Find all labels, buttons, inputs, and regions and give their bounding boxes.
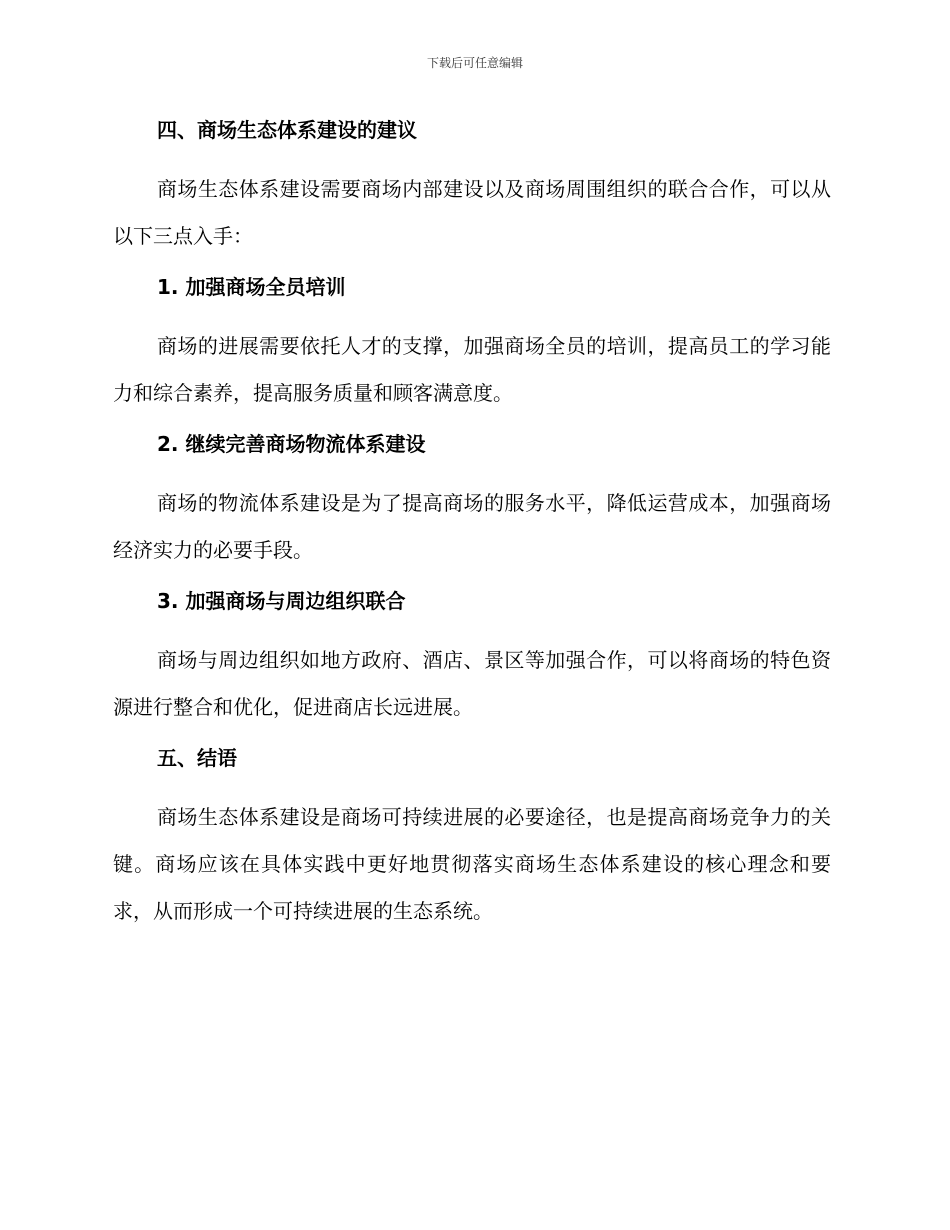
paragraph-logistics: 商场的物流体系建设是为了提高商场的服务水平，降低运营成本，加强商场经济实力的必要手段。	[113, 491, 831, 562]
section-heading-conclusion: 五、结语	[157, 746, 237, 770]
subheading-logistics: 2. 继续完善商场物流体系建设	[157, 432, 426, 456]
paragraph-conclusion: 商场生态体系建设是商场可持续进展的必要途径，也是提高商场竞争力的关键。商场应该在具体实践中更好地贯彻落实商场生态体系建设的核心理念和要求，从而形成一个可持续进展的生态系统。	[113, 805, 831, 923]
paragraph-suggestions-intro: 商场生态体系建设需要商场内部建设以及商场周围组织的联合合作，可以从以下三点入手：	[113, 177, 831, 248]
document-body	[113, 110, 831, 935]
subheading-cooperation: 3. 加强商场与周边组织联合	[157, 589, 406, 613]
subheading-staff-training: 1. 加强商场全员培训	[157, 275, 346, 299]
paragraph-cooperation: 商场与周边组织如地方政府、酒店、景区等加强合作，可以将商场的特色资源进行整合和优化，促进商店长远进展。	[113, 648, 831, 719]
page-header-note: 下载后可任意编辑	[426, 56, 523, 70]
section-heading-suggestions: 四、商场生态体系建设的建议	[157, 118, 417, 142]
paragraph-staff-training: 商场的进展需要依托人才的支撑，加强商场全员的培训，提高员工的学习能力和综合素养，提高服务质量和顾客满意度。	[113, 334, 831, 405]
